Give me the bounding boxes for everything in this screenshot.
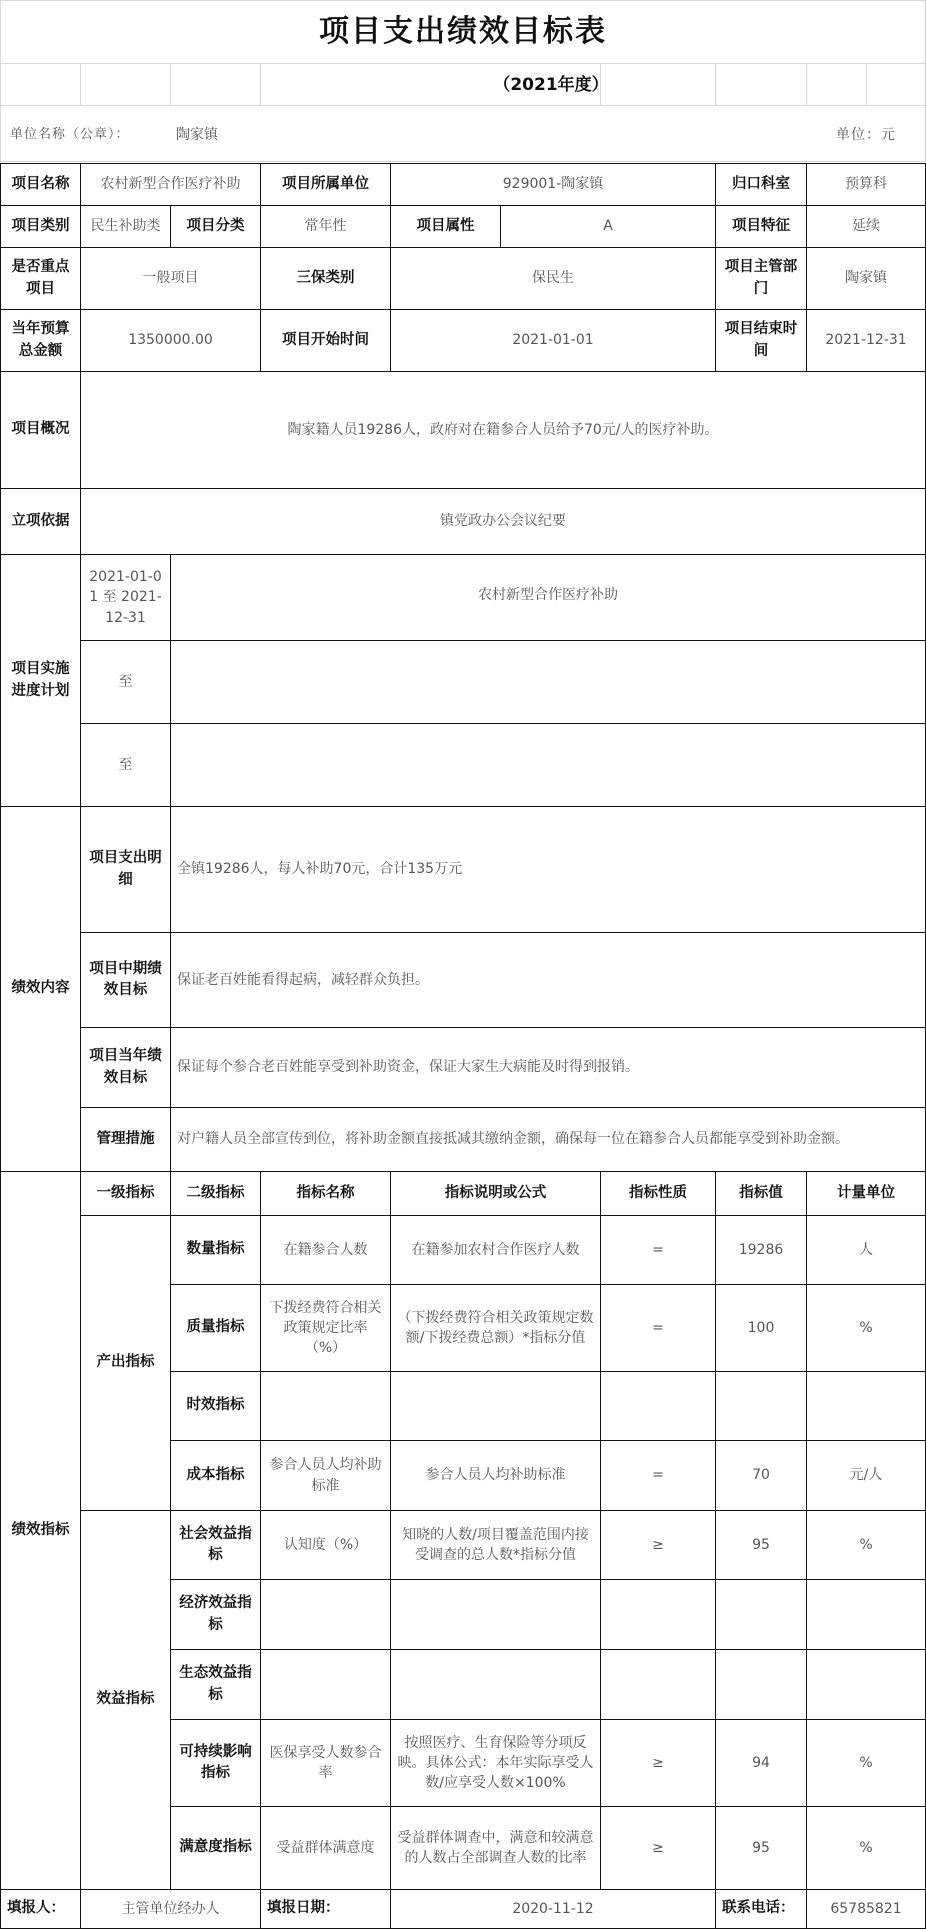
indicators-label: 绩效指标	[0, 1171, 81, 1890]
supervisor-label: 项目主管部门	[715, 247, 807, 310]
indicator-desc	[390, 1649, 601, 1720]
phone-value: 65785821	[806, 1889, 926, 1929]
indicator-nature	[600, 1579, 716, 1650]
indicator-value: 70	[715, 1440, 807, 1511]
indicator-value: 94	[715, 1719, 807, 1807]
annual-goal-label: 项目当年绩效目标	[80, 1027, 171, 1108]
midterm-goal-text: 保证老百姓能看得起病，减轻群众负担。	[170, 932, 926, 1028]
indicator-name: 下拨经费符合相关政策规定比率（%）	[260, 1284, 391, 1372]
col-header-unit: 计量单位	[806, 1171, 926, 1216]
indicator-value: 100	[715, 1284, 807, 1372]
col-header-nature: 指标性质	[600, 1171, 716, 1216]
col-header-name: 指标名称	[260, 1171, 391, 1216]
category-value: 民生补助类	[80, 205, 171, 248]
overview-label: 项目概况	[0, 371, 81, 489]
output-indicators-label: 产出指标	[80, 1215, 171, 1511]
indicator-desc: 知晓的人数/项目覆盖范围内接受调查的总人数*指标分值	[390, 1510, 601, 1580]
indicator-unit: 人	[806, 1215, 926, 1285]
overview-text: 陶家籍人员19286人，政府对在籍参合人员给予70元/人的医疗补助。	[80, 371, 926, 489]
indicator-name: 认知度（%）	[260, 1510, 391, 1580]
indicator-desc	[390, 1371, 601, 1441]
benefit-indicators-label: 效益指标	[80, 1510, 171, 1890]
col-header-value: 指标值	[715, 1171, 807, 1216]
indicator-nature: =	[600, 1440, 716, 1511]
indicator-unit: %	[806, 1719, 926, 1807]
indicator-level2: 时效指标	[170, 1371, 261, 1441]
indicator-name: 受益群体满意度	[260, 1806, 391, 1890]
start-time-value: 2021-01-01	[390, 309, 716, 372]
indicator-unit	[806, 1579, 926, 1650]
indicator-name: 医保享受人数参合率	[260, 1719, 391, 1807]
indicator-level2: 成本指标	[170, 1440, 261, 1511]
supervisor-value: 陶家镇	[806, 247, 926, 310]
indicator-unit: %	[806, 1284, 926, 1372]
indicator-unit: %	[806, 1510, 926, 1580]
schedule-content: 农村新型合作医疗补助	[170, 554, 926, 641]
indicator-desc: （下拨经费符合相关政策规定数额/下拨经费总额）*指标分值	[390, 1284, 601, 1372]
dept-label: 归口科室	[715, 163, 807, 206]
indicator-nature: ≥	[600, 1510, 716, 1580]
end-time-value: 2021-12-31	[806, 309, 926, 372]
indicator-value: 19286	[715, 1215, 807, 1285]
indicator-level2: 社会效益指标	[170, 1510, 261, 1580]
project-name-value: 农村新型合作医疗补助	[80, 163, 261, 206]
three-guarantee-label: 三保类别	[260, 247, 391, 310]
indicator-nature: =	[600, 1284, 716, 1372]
owner-unit-value: 929001-陶家镇	[390, 163, 716, 206]
indicator-value	[715, 1579, 807, 1650]
basis-label: 立项依据	[0, 488, 81, 555]
page-title: 项目支出绩效目标表	[319, 14, 607, 50]
indicator-level2: 满意度指标	[170, 1806, 261, 1890]
schedule-period: 2021-01-01 至 2021-12-31	[80, 554, 171, 641]
grid-cell	[0, 63, 81, 106]
col-header-level1: 一级指标	[80, 1171, 171, 1216]
indicator-level2: 可持续影响指标	[170, 1719, 261, 1807]
schedule-period: 至	[80, 723, 171, 807]
expenditure-detail-label: 项目支出明细	[80, 806, 171, 933]
indicator-unit: 元/人	[806, 1440, 926, 1511]
key-project-label: 是否重点项目	[0, 247, 81, 310]
grid-cell	[170, 63, 261, 106]
management-label: 管理措施	[80, 1107, 171, 1172]
indicator-desc	[390, 1579, 601, 1650]
schedule-period: 至	[80, 640, 171, 724]
classification-label: 项目分类	[170, 205, 261, 248]
schedule-content	[170, 640, 926, 724]
grid-cell	[80, 63, 171, 106]
filler-label: 填报人：	[0, 1889, 81, 1929]
feature-value: 延续	[806, 205, 926, 248]
basis-text: 镇党政办公会议纪要	[80, 488, 926, 555]
annual-goal-text: 保证每个参合老百姓能享受到补助资金，保证大家生大病能及时得到报销。	[170, 1027, 926, 1108]
indicator-desc: 参合人员人均补助标准	[390, 1440, 601, 1511]
performance-label: 绩效内容	[0, 806, 81, 1172]
indicator-nature: ≥	[600, 1806, 716, 1890]
indicator-value: 95	[715, 1510, 807, 1580]
indicator-name	[260, 1649, 391, 1720]
indicator-unit: %	[806, 1806, 926, 1890]
unit-name-value: 陶家镇	[176, 126, 218, 143]
indicator-nature: ≥	[600, 1719, 716, 1807]
indicator-unit	[806, 1649, 926, 1720]
budget-label: 当年预算总金额	[0, 309, 81, 372]
indicator-value	[715, 1649, 807, 1720]
project-name-label: 项目名称	[0, 163, 81, 206]
indicator-desc: 受益群体调查中，满意和较满意的人数占全部调查人数的比率	[390, 1806, 601, 1890]
indicator-name	[260, 1371, 391, 1441]
expenditure-detail-text: 全镇19286人，每人补助70元，合计135万元	[170, 806, 926, 933]
schedule-label: 项目实施进度计划	[0, 554, 81, 807]
indicator-level2: 数量指标	[170, 1215, 261, 1285]
indicator-value: 95	[715, 1806, 807, 1890]
schedule-content	[170, 723, 926, 807]
filler-value: 主管单位经办人	[80, 1889, 261, 1929]
col-header-level2: 二级指标	[170, 1171, 261, 1216]
budget-value: 1350000.00	[80, 309, 261, 372]
fill-date-label: 填报日期：	[260, 1889, 391, 1929]
col-header-desc: 指标说明或公式	[390, 1171, 601, 1216]
year-label: （2021年度）	[493, 74, 609, 95]
phone-label: 联系电话：	[715, 1889, 807, 1929]
attribute-label: 项目属性	[390, 205, 501, 248]
unit-name-label: 单位名称（公章）：	[10, 126, 130, 142]
management-text: 对户籍人员全部宣传到位，将补助金额直接抵减其缴纳金额，确保每一位在籍参合人员都能享受到补助金额。	[170, 1107, 926, 1172]
feature-label: 项目特征	[715, 205, 807, 248]
dept-value: 预算科	[806, 163, 926, 206]
indicator-unit	[806, 1371, 926, 1441]
category-label: 项目类别	[0, 205, 81, 248]
attribute-value: A	[500, 205, 716, 248]
indicator-level2: 经济效益指标	[170, 1579, 261, 1650]
indicator-name: 参合人员人均补助标准	[260, 1440, 391, 1511]
indicator-name: 在籍参合人数	[260, 1215, 391, 1285]
start-time-label: 项目开始时间	[260, 309, 391, 372]
classification-value: 常年性	[260, 205, 391, 248]
owner-unit-label: 项目所属单位	[260, 163, 391, 206]
fill-date-value: 2020-11-12	[390, 1889, 716, 1929]
indicator-level2: 质量指标	[170, 1284, 261, 1372]
key-project-value: 一般项目	[80, 247, 261, 310]
indicator-level2: 生态效益指标	[170, 1649, 261, 1720]
indicator-desc: 按照医疗、生育保险等分项反映。具体公式：本年实际享受人数/应享受人数×100%	[390, 1719, 601, 1807]
indicator-name	[260, 1579, 391, 1650]
indicator-nature	[600, 1649, 716, 1720]
money-unit-label: 单位：元	[836, 126, 896, 143]
grid-cell	[866, 63, 926, 106]
indicator-nature: =	[600, 1215, 716, 1285]
indicator-value	[715, 1371, 807, 1441]
three-guarantee-value: 保民生	[390, 247, 716, 310]
midterm-goal-label: 项目中期绩效目标	[80, 932, 171, 1028]
indicator-desc: 在籍参加农村合作医疗人数	[390, 1215, 601, 1285]
indicator-nature	[600, 1371, 716, 1441]
end-time-label: 项目结束时间	[715, 309, 807, 372]
